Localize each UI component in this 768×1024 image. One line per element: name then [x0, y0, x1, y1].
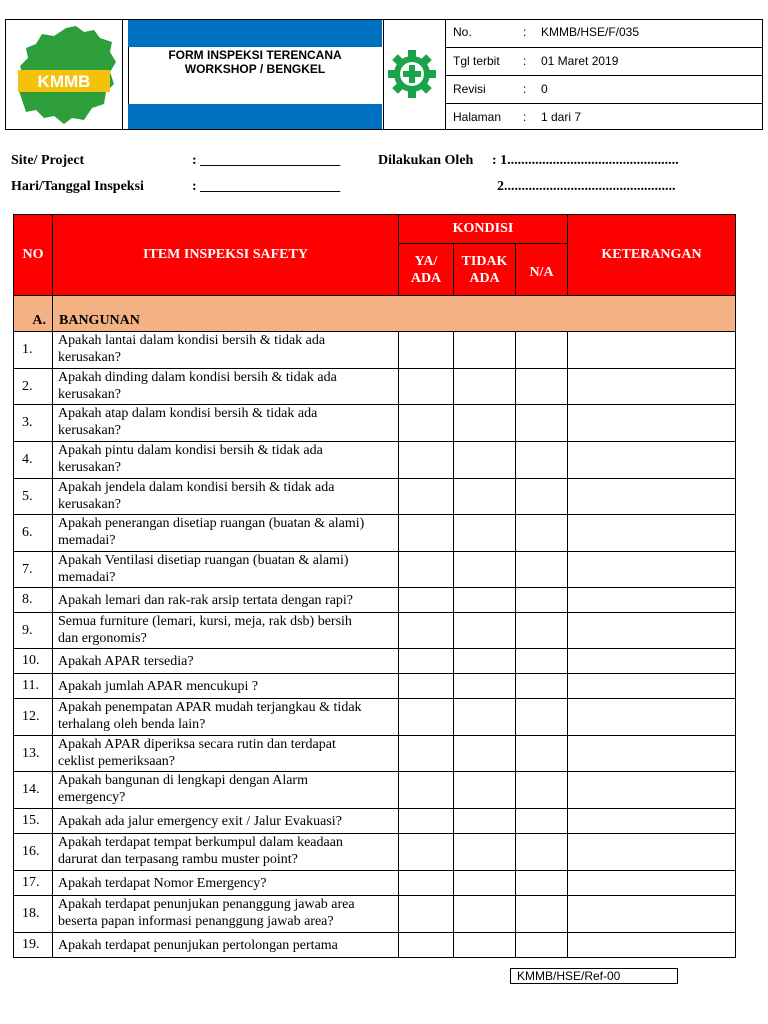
row-number: 6.	[14, 515, 53, 552]
header-ya-line1: YA/	[414, 253, 438, 269]
cell-na[interactable]	[516, 613, 568, 649]
inspector-label: Dilakukan Oleh	[378, 153, 474, 168]
cell-na[interactable]	[516, 405, 568, 442]
date-label: Hari/Tanggal Inspeksi	[11, 179, 144, 194]
cell-ya-ada[interactable]	[399, 896, 454, 933]
cell-keterangan[interactable]	[568, 699, 736, 736]
cell-tidak-ada[interactable]	[454, 442, 516, 479]
row-item-line1: Apakah penempatan APAR mudah terjangkau & tidak	[58, 700, 362, 715]
row-item-line2: kerusakan?	[58, 460, 121, 475]
row-number: 17.	[14, 871, 53, 896]
meta-row	[445, 75, 763, 104]
table-row	[14, 736, 736, 772]
cell-keterangan[interactable]	[568, 772, 736, 809]
row-item-line1: Apakah ada jalur emergency exit / Jalur Evakuasi?	[58, 813, 342, 829]
cell-keterangan[interactable]	[568, 552, 736, 588]
cell-ya-ada[interactable]	[399, 772, 454, 809]
meta-value: KMMB/HSE/F/035	[541, 25, 640, 39]
meta-row	[445, 103, 763, 132]
meta-label: Tgl terbit	[453, 54, 500, 68]
cell-keterangan[interactable]	[568, 515, 736, 552]
row-item	[53, 834, 399, 871]
blue-bar-bottom	[128, 104, 382, 129]
safety-cross-icon	[386, 48, 438, 100]
row-item	[53, 588, 399, 613]
row-number: 13.	[14, 736, 53, 772]
meta-label: Revisi	[453, 82, 486, 96]
cell-na[interactable]	[516, 772, 568, 809]
row-item-line2: darurat dan terpasang rambu muster point?	[58, 852, 298, 867]
row-number: 15.	[14, 809, 53, 834]
table-row	[14, 369, 736, 405]
cell-tidak-ada[interactable]	[454, 933, 516, 958]
cell-na[interactable]	[516, 588, 568, 613]
cell-ya-ada[interactable]	[399, 834, 454, 871]
cell-tidak-ada[interactable]	[454, 772, 516, 809]
cell-ya-ada[interactable]	[399, 479, 454, 515]
table-row	[14, 834, 736, 871]
row-item	[53, 699, 399, 736]
row-number: 7.	[14, 552, 53, 588]
table-row	[14, 871, 736, 896]
cell-ya-ada[interactable]	[399, 442, 454, 479]
cell-ya-ada[interactable]	[399, 369, 454, 405]
form-title-line1: FORM INSPEKSI TERENCANA	[168, 48, 342, 62]
table-row	[14, 649, 736, 674]
cell-na[interactable]	[516, 674, 568, 699]
site-field[interactable]: : ____________________	[192, 153, 341, 168]
row-item-line1: Apakah dinding dalam kondisi bersih & tidak ada	[58, 370, 337, 385]
row-item-line1: Apakah terdapat Nomor Emergency?	[58, 875, 267, 891]
row-number: 3.	[14, 405, 53, 442]
cell-tidak-ada[interactable]	[454, 405, 516, 442]
cell-keterangan[interactable]	[568, 809, 736, 834]
header-tidak-ada	[454, 244, 516, 296]
row-number: 9.	[14, 613, 53, 649]
cell-tidak-ada[interactable]	[454, 649, 516, 674]
row-item	[53, 332, 399, 369]
meta-label: No.	[453, 25, 472, 39]
cell-ya-ada[interactable]	[399, 332, 454, 369]
inspection-table	[13, 214, 736, 958]
header-no: NO	[14, 215, 53, 296]
cell-na[interactable]	[516, 442, 568, 479]
cell-na[interactable]	[516, 933, 568, 958]
logo-text: KMMB	[37, 72, 91, 91]
cell-ya-ada[interactable]	[399, 613, 454, 649]
cell-keterangan[interactable]	[568, 369, 736, 405]
header-ya-ada	[399, 244, 454, 296]
table-row	[14, 588, 736, 613]
blue-bar-top	[128, 20, 382, 47]
table-row	[14, 674, 736, 699]
row-item	[53, 552, 399, 588]
cell-na[interactable]	[516, 699, 568, 736]
table-row	[14, 332, 736, 369]
row-item	[53, 674, 399, 699]
cell-tidak-ada[interactable]	[454, 369, 516, 405]
site-label: Site/ Project	[11, 153, 85, 168]
table-row	[14, 552, 736, 588]
row-item-line2: ceklist pemeriksaan?	[58, 754, 176, 769]
table-row	[14, 405, 736, 442]
row-item	[53, 613, 399, 649]
row-number: 2.	[14, 369, 53, 405]
section-row	[14, 296, 736, 332]
cell-tidak-ada[interactable]	[454, 699, 516, 736]
row-item-line2: dan ergonomis?	[58, 631, 147, 646]
cell-na[interactable]	[516, 896, 568, 933]
cell-na[interactable]	[516, 871, 568, 896]
row-item	[53, 933, 399, 958]
row-item-line2: emergency?	[58, 790, 126, 805]
cell-tidak-ada[interactable]	[454, 552, 516, 588]
meta-label: Halaman	[453, 110, 502, 124]
meta-sep: :	[523, 25, 527, 39]
cell-ya-ada[interactable]	[399, 809, 454, 834]
cell-keterangan[interactable]	[568, 933, 736, 958]
row-item-line1: Apakah atap dalam kondisi bersih & tidak ada	[58, 406, 318, 421]
meta-row	[445, 19, 763, 47]
row-number: 10.	[14, 649, 53, 674]
cell-ya-ada[interactable]	[399, 674, 454, 699]
cell-na[interactable]	[516, 515, 568, 552]
cell-keterangan[interactable]	[568, 405, 736, 442]
row-item-line1: Apakah Ventilasi disetiap ruangan (buatan & alami)	[58, 553, 349, 568]
row-item-line1: Apakah jumlah APAR mencukupi ?	[58, 678, 259, 694]
header-item: ITEM INSPEKSI SAFETY	[53, 215, 399, 296]
row-number: 8.	[14, 588, 53, 613]
cell-ya-ada[interactable]	[399, 552, 454, 588]
cell-ya-ada[interactable]	[399, 699, 454, 736]
cell-keterangan[interactable]	[568, 896, 736, 933]
table-row	[14, 613, 736, 649]
form-title	[128, 48, 382, 76]
row-item-line1: Apakah jendela dalam kondisi bersih & tidak ada	[58, 480, 335, 495]
header-keterangan: KETERANGAN	[568, 215, 736, 296]
cell-tidak-ada[interactable]	[454, 613, 516, 649]
cell-ya-ada[interactable]	[399, 405, 454, 442]
cell-na[interactable]	[516, 332, 568, 369]
cell-na[interactable]	[516, 736, 568, 772]
kmmb-logo	[14, 22, 118, 126]
row-item	[53, 515, 399, 552]
cell-keterangan[interactable]	[568, 442, 736, 479]
row-item-line2: beserta papan informasi penanggung jawab area?	[58, 914, 334, 929]
table-row	[14, 699, 736, 736]
row-item	[53, 479, 399, 515]
inspection-rows	[14, 332, 736, 958]
cell-keterangan[interactable]	[568, 736, 736, 772]
cell-na[interactable]	[516, 834, 568, 871]
row-item-line2: kerusakan?	[58, 497, 121, 512]
cell-ya-ada[interactable]	[399, 649, 454, 674]
section-title: BANGUNAN	[53, 296, 736, 332]
row-item	[53, 736, 399, 772]
table-row	[14, 809, 736, 834]
reference-code: KMMB/HSE/Ref-00	[510, 968, 678, 984]
divider	[383, 20, 384, 129]
meta-sep: :	[523, 54, 527, 68]
section-no: A.	[14, 296, 53, 332]
cell-tidak-ada[interactable]	[454, 834, 516, 871]
meta-value: 01 Maret 2019	[541, 54, 619, 68]
meta-row	[445, 47, 763, 76]
row-item-line1: Apakah lemari dan rak-rak arsip tertata dengan rapi?	[58, 592, 354, 608]
cell-keterangan[interactable]	[568, 332, 736, 369]
cell-tidak-ada[interactable]	[454, 871, 516, 896]
row-item	[53, 442, 399, 479]
meta-value: 0	[541, 82, 548, 96]
table-row	[14, 933, 736, 958]
row-item-line2: memadai?	[58, 570, 116, 585]
row-number: 4.	[14, 442, 53, 479]
header-tidak-line2: ADA	[469, 270, 500, 286]
row-item-line1: Apakah APAR tersedia?	[58, 653, 194, 669]
table-row	[14, 479, 736, 515]
cell-tidak-ada[interactable]	[454, 332, 516, 369]
row-number: 5.	[14, 479, 53, 515]
cell-na[interactable]	[516, 649, 568, 674]
row-item-line2: kerusakan?	[58, 387, 121, 402]
cell-na[interactable]	[516, 552, 568, 588]
cell-keterangan[interactable]	[568, 613, 736, 649]
row-number: 16.	[14, 834, 53, 871]
row-item	[53, 649, 399, 674]
row-item	[53, 405, 399, 442]
cell-tidak-ada[interactable]	[454, 479, 516, 515]
cell-tidak-ada[interactable]	[454, 896, 516, 933]
row-item-line1: Apakah penerangan disetiap ruangan (buatan & alami)	[58, 516, 365, 531]
row-item-line1: Apakah terdapat tempat berkumpul dalam keadaan	[58, 835, 343, 850]
cell-tidak-ada[interactable]	[454, 736, 516, 772]
row-number: 1.	[14, 332, 53, 369]
row-item	[53, 772, 399, 809]
meta-sep: :	[523, 82, 527, 96]
row-number: 11.	[14, 674, 53, 699]
row-item-line1: Apakah lantai dalam kondisi bersih & tidak ada	[58, 333, 326, 348]
row-item-line2: memadai?	[58, 533, 116, 548]
row-item-line1: Apakah terdapat penunjukan pertolongan pertama	[58, 937, 338, 953]
cell-tidak-ada[interactable]	[454, 809, 516, 834]
cell-keterangan[interactable]	[568, 649, 736, 674]
row-item-line1: Semua furniture (lemari, kursi, meja, rak dsb) bersih	[58, 614, 352, 629]
row-number: 14.	[14, 772, 53, 809]
header-ya-line2: ADA	[410, 270, 442, 286]
row-item-line2: terhalang oleh benda lain?	[58, 717, 206, 732]
cell-na[interactable]	[516, 369, 568, 405]
row-item-line1: Apakah terdapat penunjukan penanggung jawab area	[58, 897, 355, 912]
table-row	[14, 772, 736, 809]
table-row	[14, 896, 736, 933]
row-item	[53, 369, 399, 405]
header-tidak-line1: TIDAK	[461, 253, 508, 269]
form-title-line2: WORKSHOP / BENGKEL	[184, 62, 326, 76]
cell-keterangan[interactable]	[568, 674, 736, 699]
cell-keterangan[interactable]	[568, 588, 736, 613]
row-number: 19.	[14, 933, 53, 958]
date-field[interactable]: : ____________________	[192, 179, 341, 194]
meta-sep: :	[523, 110, 527, 124]
cell-ya-ada[interactable]	[399, 588, 454, 613]
cell-keterangan[interactable]	[568, 479, 736, 515]
row-item	[53, 871, 399, 896]
row-item	[53, 809, 399, 834]
cell-ya-ada[interactable]	[399, 871, 454, 896]
row-item	[53, 896, 399, 933]
table-row	[14, 515, 736, 552]
cell-keterangan[interactable]	[568, 834, 736, 871]
inspector-field-2[interactable]: 2.................................................	[497, 179, 676, 194]
header-na: N/A	[516, 244, 568, 296]
cell-ya-ada[interactable]	[399, 515, 454, 552]
divider	[122, 20, 123, 129]
cell-ya-ada[interactable]	[399, 736, 454, 772]
row-item-line1: Apakah bangunan di lengkapi dengan Alarm	[58, 773, 308, 788]
cell-tidak-ada[interactable]	[454, 515, 516, 552]
inspector-field-1[interactable]: : 1.................................................	[492, 153, 679, 168]
cell-keterangan[interactable]	[568, 871, 736, 896]
cell-tidak-ada[interactable]	[454, 588, 516, 613]
row-item-line2: kerusakan?	[58, 350, 121, 365]
cell-ya-ada[interactable]	[399, 933, 454, 958]
header-kondisi: KONDISI	[399, 215, 568, 244]
cell-na[interactable]	[516, 479, 568, 515]
row-item-line2: kerusakan?	[58, 423, 121, 438]
row-number: 12.	[14, 699, 53, 736]
row-item-line1: Apakah pintu dalam kondisi bersih & tidak ada	[58, 443, 323, 458]
row-number: 18.	[14, 896, 53, 933]
row-item-line1: Apakah APAR diperiksa secara rutin dan terdapat	[58, 737, 336, 752]
meta-value: 1 dari 7	[541, 110, 582, 124]
cell-tidak-ada[interactable]	[454, 674, 516, 699]
cell-na[interactable]	[516, 809, 568, 834]
table-row	[14, 442, 736, 479]
